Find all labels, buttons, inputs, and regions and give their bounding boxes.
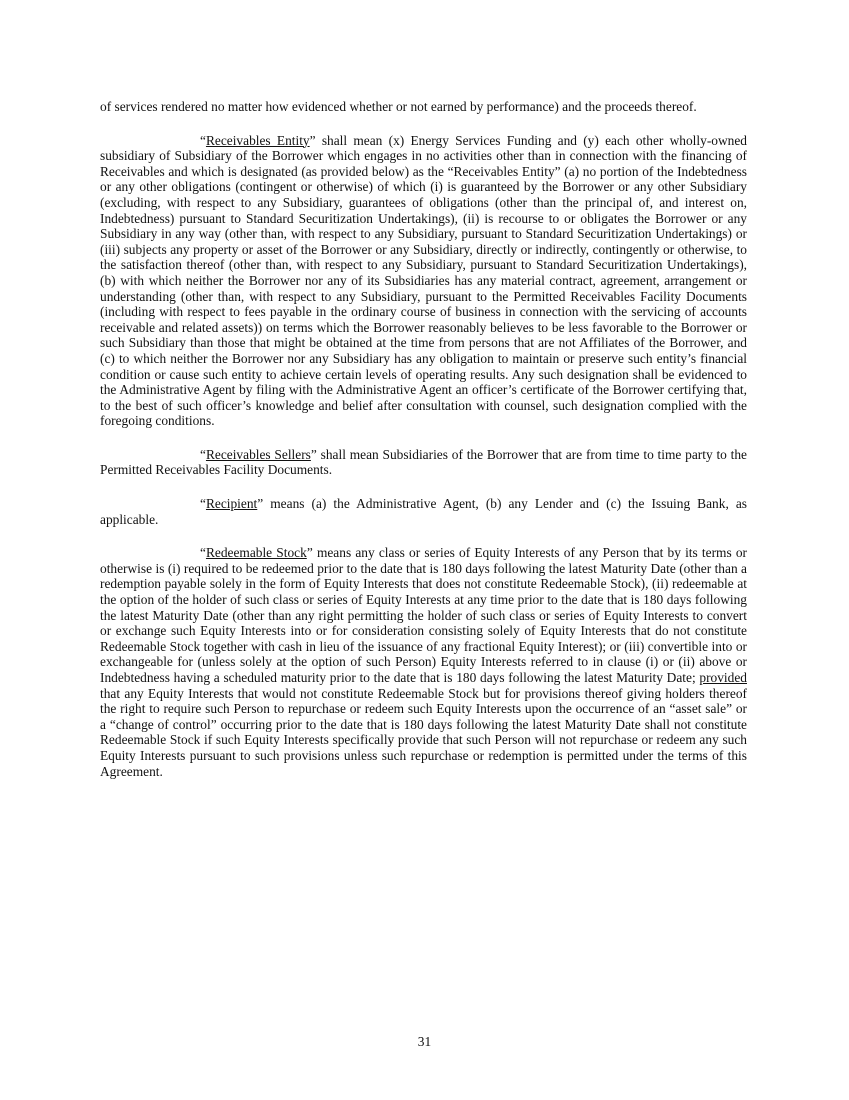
definition-body: means (a) the Administrative Agent, (b) any Lender and (c) the Issuing Bank, as applicable. bbox=[100, 496, 747, 527]
close-quote: ” bbox=[306, 545, 313, 561]
close-quote: ” bbox=[309, 132, 316, 148]
defined-term: Receivables Entity bbox=[205, 132, 310, 148]
definition-redeemable-stock bbox=[100, 545, 747, 779]
proviso-term: provided bbox=[699, 670, 747, 685]
definition-body-continued: that any Equity Interests that would not constitute Redeemable Stock but for provisions thereof giving holders thereof the right to require such Person to repurchase or redeem such Equity Interests upon the occurrence of an “asset sale” or a “change of control” occurring prior to the date that is 180 days following the latest Maturity Date shall not constitute Redeemable Stock if such Equity Interests specifically provide that such Person will not repurchase or redeem any such Equity Interests pursuant to such provisions unless such repurchase or redemption is permitted under the terms of this Agreement. bbox=[100, 685, 747, 779]
definition-body: shall mean Subsidiaries of the Borrower that are from time to time party to the Permitted Receivables Facility Documents. bbox=[100, 446, 748, 478]
defined-term: Recipient bbox=[205, 496, 258, 512]
open-quote: “ bbox=[200, 446, 206, 462]
open-quote: “ bbox=[200, 545, 206, 561]
definition-receivables-entity bbox=[100, 133, 747, 429]
document-page bbox=[100, 99, 747, 797]
page-number: 31 bbox=[417, 1034, 432, 1049]
defined-term: Receivables Sellers bbox=[205, 446, 311, 462]
continuation-paragraph bbox=[100, 99, 747, 115]
definition-body: means any class or series of Equity Interests of any Person that by its terms or otherwise is (i) required to be redeemed prior to the date that is 180 days following the latest Maturity Date (other than a redemption payable solely in the form of Equity Interests that does not constitute Redeemable Stock), (ii) redeemable at the option of the holder of such class or series of Equity Interests at any time prior to the date that is 180 days following the latest Maturity Date (other than any right permitting the holder of such class or series of Equity Interests to convert or exchange such Equity Interests into or for consideration consisting solely of Equity Interests that do not constitute Redeemable Stock together with cash in lieu of the issuance of any fractional Equity Interest); or (iii) convertible into or exchangeable for (unless solely at the option of such Person) Equity Interests referred to in clause (i) or (ii) above or Indebtedness having a scheduled maturity prior to the date that is 180 days following the latest Maturity Date; bbox=[100, 545, 747, 685]
close-quote: ” bbox=[310, 446, 317, 462]
defined-term: Redeemable Stock bbox=[205, 545, 307, 561]
close-quote: ” bbox=[257, 496, 264, 512]
open-quote: “ bbox=[200, 132, 206, 148]
open-quote: “ bbox=[200, 496, 206, 512]
definition-body: shall mean (x) Energy Services Funding and (y) each other wholly-owned subsidiary of Subsidiary of the Borrower which engages in no activities other than in connection with the financing of Receivables and which is designated (as provided below) as the “Receivables Entity” (a) no portion of the Indebtedness or any other obligations (contingent or otherwise) of which (i) is guaranteed by the Borrower or any other Subsidiary (excluding, with respect to any Subsidiary, guarantees of obligations (other than the principal of, and interest on, Indebtedness) pursuant to Standard Securitization Undertakings), (ii) is recourse to or obligates the Borrower or any Subsidiary in any way (other than, with respect to any Subsidiary, pursuant to Standard Securitization Undertakings) or (iii) subjects any property or asset of the Borrower or any Subsidiary, directly or indirectly, contingently or otherwise, to the satisfaction thereof (other than, with respect to any Subsidiary, pursuant to Standard Securitization Undertakings), (b) with which neither the Borrower nor any of its Subsidiaries has any material contract, agreement, arrangement or understanding (other than, with respect to any Subsidiary, pursuant to the Permitted Receivables Facility Documents (including with respect to fees payable in the ordinary course of business in connection with the servicing of accounts receivable and related assets)) on terms which the Borrower reasonably believes to be less favorable to the Borrower or such Subsidiary than those that might be obtained at the time from persons that are not Affiliates of the Borrower, and (c) to which neither the Borrower nor any Subsidiary has any obligation to maintain or preserve such entity’s financial condition or cause such entity to achieve certain levels of operating results. Any such designation shall be evidenced to the Administrative Agent by filing with the Administrative Agent an officer’s certificate of the Borrower certifying that, to the best of such officer’s knowledge and belief after consultation with counsel, such designation complied with the foregoing conditions. bbox=[100, 132, 747, 429]
definition-receivables-sellers bbox=[100, 447, 747, 478]
continuation-text: of services rendered no matter how evidenced whether or not earned by performance) and the proceeds thereof. bbox=[100, 99, 697, 114]
definition-recipient bbox=[100, 496, 747, 527]
